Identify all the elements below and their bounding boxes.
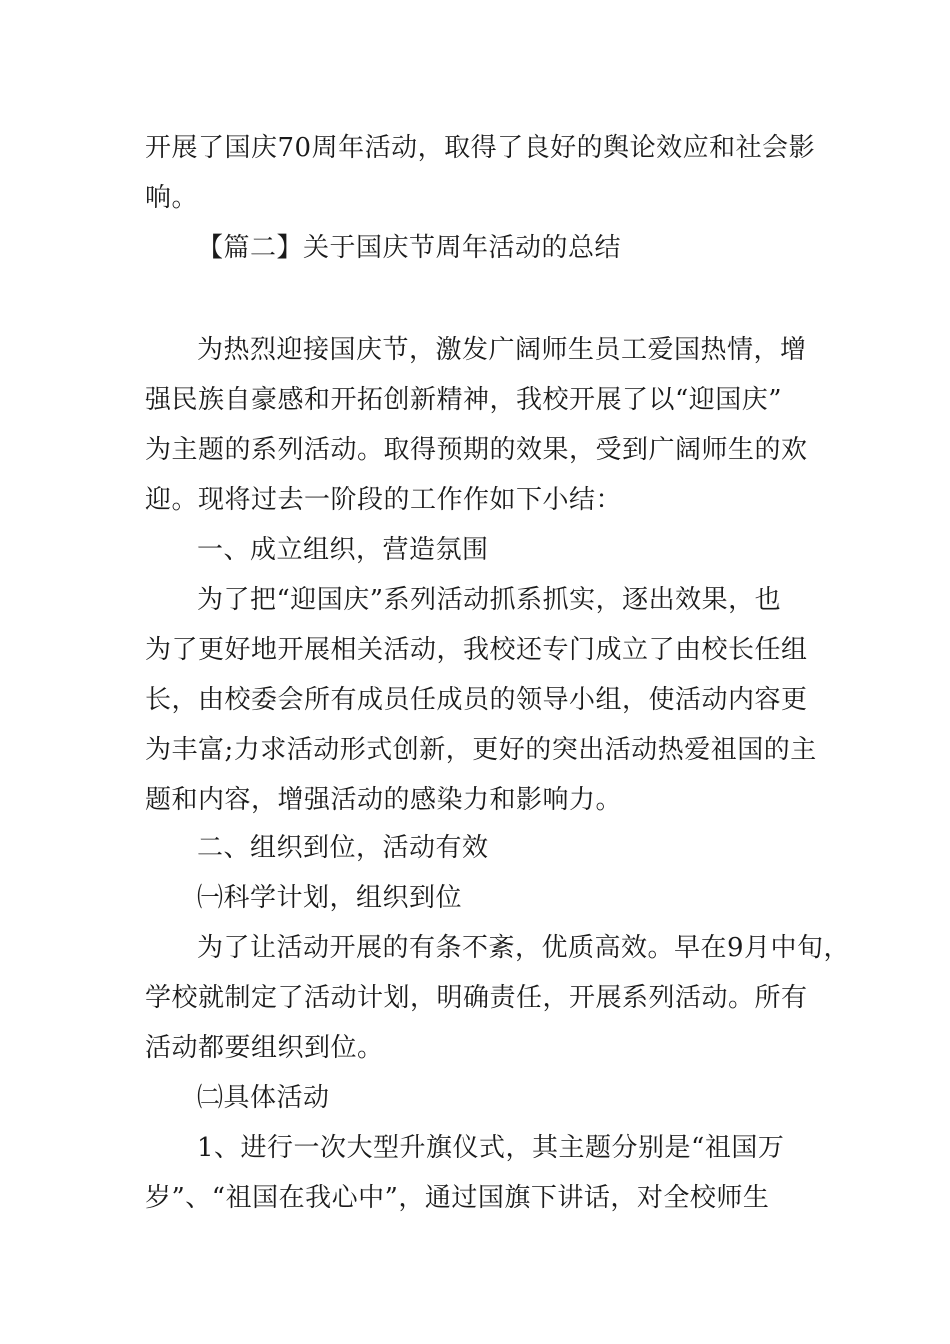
paragraph-line: 活动都要组织到位。 (145, 1033, 384, 1063)
section-heading: 【篇二】关于国庆节周年活动的总结 (197, 233, 622, 263)
paragraph-line: 为丰富;力求活动形式创新，更好的突出活动热爱祖国的主 (145, 735, 817, 765)
subsection-heading: 一、成立组织，营造氛围 (197, 535, 489, 565)
paragraph-line: 岁”、“祖国在我心中”，通过国旗下讲话，对全校师生 (145, 1183, 770, 1213)
subsection-heading: 二、组织到位，活动有效 (197, 833, 489, 863)
paragraph-line: 学校就制定了活动计划，明确责任，开展系列活动。所有 (145, 983, 808, 1013)
paragraph-line: 响。 (145, 183, 199, 213)
paragraph-line: 为热烈迎接国庆节，激发广阔师生员工爱国热情，增 (197, 335, 807, 365)
paragraph-line: 1、进行一次大型升旗仪式，其主题分别是“祖国万 (197, 1133, 785, 1163)
paragraph-line: 强民族自豪感和开拓创新精神，我校开展了以“迎国庆” (145, 385, 783, 415)
paragraph-line: 为主题的系列活动。取得预期的效果，受到广阔师生的欢 (145, 435, 808, 465)
paragraph-line: 迎。现将过去一阶段的工作作如下小结： (145, 485, 623, 515)
paragraph-line: 为了把“迎国庆”系列活动抓系抓实，逐出效果，也 (197, 585, 782, 615)
subsection-heading: ㈡具体活动 (197, 1083, 330, 1113)
paragraph-line: 为了让活动开展的有条不紊，优质高效。早在9月中旬， (197, 933, 851, 963)
paragraph-line: 长，由校委会所有成员任成员的领导小组，使活动内容更 (145, 685, 808, 715)
paragraph-line: 开展了国庆70周年活动，取得了良好的舆论效应和社会影 (145, 133, 816, 163)
paragraph-line: 为了更好地开展相关活动，我校还专门成立了由校长任组 (145, 635, 808, 665)
paragraph-line: 题和内容，增强活动的感染力和影响力。 (145, 785, 623, 815)
subsection-heading: ㈠科学计划，组织到位 (197, 883, 463, 913)
